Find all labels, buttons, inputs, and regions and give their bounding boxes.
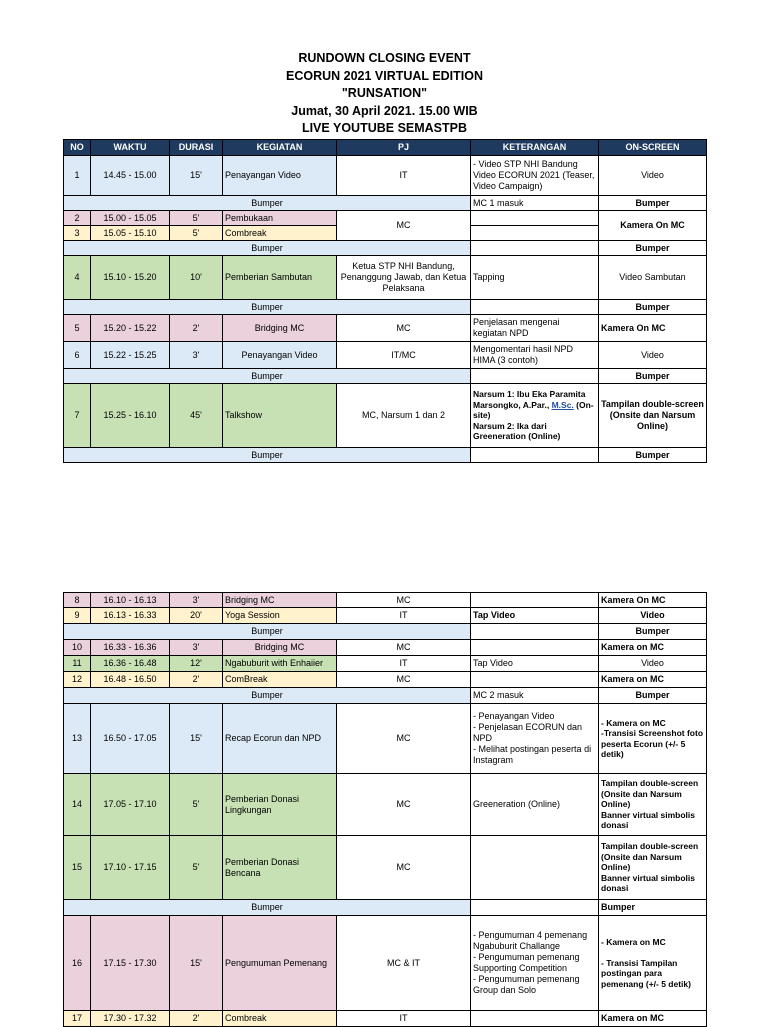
cell-no: 8 [64,593,91,608]
cell-onscreen: Video Sambutan [599,256,707,300]
cell-onscreen [599,774,707,836]
cell-durasi: 15' [170,916,223,1011]
cell-keterangan [471,300,599,315]
cell-onscreen: Video [599,342,707,369]
bumper-cell: Bumper [64,241,471,256]
cell-onscreen: Bumper [599,688,707,704]
bumper-row [64,688,707,704]
cell-onscreen: Kamera On MC [599,593,707,608]
cell-kegiatan: Bridging MC [223,593,337,608]
cell-no: 11 [64,656,91,672]
cell-kegiatan: Combreak [223,226,337,241]
cell-keterangan [471,226,599,241]
cell-waktu: 15.25 - 16.10 [91,384,170,448]
ket-line: - Penjelasan ECORUN dan NPD [473,722,583,743]
cell-waktu: 17.10 - 17.15 [91,836,170,900]
cell-onscreen: Kamera on MC [599,1011,707,1027]
cell-kegiatan: Pemberian Donasi Lingkungan [223,774,337,836]
table-row [64,608,707,624]
cell-keterangan [471,241,599,256]
cell-no: 15 [64,836,91,900]
cell-keterangan [471,384,599,448]
title-line-1: RUNDOWN CLOSING EVENT [298,51,471,65]
cell-keterangan [471,369,599,384]
cell-onscreen: Bumper [599,196,707,211]
cell-pj: MC [337,640,471,656]
table-row [64,656,707,672]
cell-onscreen: Bumper [599,448,707,463]
cell-no: 5 [64,315,91,342]
cell-kegiatan: Yoga Session [223,608,337,624]
cell-keterangan: - Video STP NHI Bandung Video ECORUN 2021 (Teaser, Video Campaign) [471,156,599,196]
cell-kegiatan: Penayangan Video [223,156,337,196]
cell-no: 16 [64,916,91,1011]
title-line-4: Jumat, 30 April 2021. 15.00 WIB [291,103,478,118]
header-pj: PJ [337,140,471,156]
header-waktu: WAKTU [91,140,170,156]
bumper-row [64,448,707,463]
bumper-cell: Bumper [64,900,471,916]
cell-durasi: 15' [170,704,223,774]
cell-no: 6 [64,342,91,369]
cell-no: 2 [64,211,91,226]
cell-no: 3 [64,226,91,241]
cell-kegiatan: Pemberian Donasi Bencana [223,836,337,900]
header-durasi: DURASI [170,140,223,156]
on-line: Tampilan double-screen (Onsite dan Narsum Online) [601,841,699,873]
cell-durasi: 12' [170,656,223,672]
title-line-5: LIVE YOUTUBE SEMASTPB [301,121,468,135]
cell-kegiatan: Ngabuburit with Enhaiier [223,656,337,672]
cell-keterangan: Tapping [471,256,599,300]
cell-waktu: 16.10 - 16.13 [91,593,170,608]
table-row [64,916,707,1011]
bumper-row [64,900,707,916]
cell-keterangan: Penjelasan mengenai kegiatan NPD [471,315,599,342]
bumper-cell: Bumper [64,624,471,640]
ket-line: - Melihat postingan peserta di Instagram [473,744,592,765]
cell-kegiatan: Bridging MC [223,640,337,656]
cell-pj: IT/MC [337,342,471,369]
cell-no: 1 [64,156,91,196]
cell-durasi: 2' [170,1011,223,1027]
cell-durasi: 15' [170,156,223,196]
ket-part: (On-site) [473,399,594,421]
cell-onscreen [599,916,707,1011]
cell-pj: IT [337,608,471,624]
header-onscreen: ON-SCREEN [599,140,707,156]
cell-waktu: 17.30 - 17.32 [91,1011,170,1027]
bumper-row [64,300,707,315]
bumper-cell: Bumper [64,196,471,211]
bumper-row [64,241,707,256]
table-row [64,256,707,300]
cell-pj: MC & IT [337,916,471,1011]
cell-durasi: 5' [170,211,223,226]
cell-onscreen: Kamera on MC [599,672,707,688]
cell-onscreen: Kamera On MC [599,211,707,241]
table-row [64,704,707,774]
cell-pj: MC [337,774,471,836]
cell-kegiatan: Pemberian Sambutan [223,256,337,300]
cell-kegiatan: Pembukaan [223,211,337,226]
cell-waktu: 16.13 - 16.33 [91,608,170,624]
cell-onscreen: Kamera On MC [599,315,707,342]
rundown-table-1 [63,139,707,463]
cell-waktu: 15.00 - 15.05 [91,211,170,226]
table-row [64,315,707,342]
cell-pj: MC [337,593,471,608]
cell-durasi: 3' [170,640,223,656]
title-line-3: "RUNSATION" [341,86,428,100]
cell-pj: MC, Narsum 1 dan 2 [337,384,471,448]
cell-pj: MC [337,315,471,342]
cell-waktu: 14.45 - 15.00 [91,156,170,196]
header-kegiatan: KEGIATAN [223,140,337,156]
table-row [64,836,707,900]
on-line: Banner virtual simbolis donasi [601,872,695,894]
cell-onscreen: Kamera on MC [599,640,707,656]
cell-keterangan [471,211,599,226]
cell-pj: IT [337,656,471,672]
bumper-row [64,369,707,384]
on-line: Banner virtual simbolis donasi [601,809,695,831]
bumper-cell: Bumper [64,369,471,384]
cell-keterangan: MC 2 masuk [471,688,599,704]
cell-onscreen [599,704,707,774]
cell-pj: MC [337,836,471,900]
cell-waktu: 16.50 - 17.05 [91,704,170,774]
rundown-title [63,50,706,138]
cell-onscreen [599,836,707,900]
cell-waktu: 15.10 - 15.20 [91,256,170,300]
cell-keterangan [471,593,599,608]
table-row [64,774,707,836]
cell-onscreen: Bumper [599,241,707,256]
cell-waktu: 15.05 - 15.10 [91,226,170,241]
cell-pj: IT [337,156,471,196]
cell-pj: IT [337,1011,471,1027]
cell-keterangan: Greeneration (Online) [471,774,599,836]
on-line: - Transisi Tampilan postingan para pemenang (+/- 5 detik) [601,957,691,989]
ket-line: - Pengumuman pemenang Supporting Competition [473,952,580,973]
cell-kegiatan: Talkshow [223,384,337,448]
cell-durasi: 5' [170,836,223,900]
table-row [64,593,707,608]
cell-no: 9 [64,608,91,624]
cell-onscreen: Bumper [599,900,707,916]
cell-pj: MC [337,672,471,688]
header-keterangan: KETERANGAN [471,140,599,156]
cell-waktu: 15.22 - 15.25 [91,342,170,369]
bumper-cell: Bumper [64,300,471,315]
cell-durasi: 2' [170,672,223,688]
cell-no: 10 [64,640,91,656]
cell-keterangan [471,836,599,900]
cell-no: 12 [64,672,91,688]
cell-durasi: 10' [170,256,223,300]
cell-keterangan [471,624,599,640]
bumper-cell: Bumper [64,688,471,704]
on-line: -Transisi Screenshot foto peserta Ecorun (+/- 5 detik) [601,728,704,759]
cell-durasi: 5' [170,226,223,241]
cell-kegiatan: ComBreak [223,672,337,688]
table-row [64,211,707,226]
table-row [64,1011,707,1027]
msc-link[interactable]: M.Sc. [551,399,574,410]
table-row [64,156,707,196]
cell-pj: MC [337,704,471,774]
cell-pj: Ketua STP NHI Bandung, Penanggung Jawab, dan Ketua Pelaksana [337,256,471,300]
bumper-row [64,624,707,640]
cell-durasi: 3' [170,342,223,369]
cell-keterangan [471,1011,599,1027]
cell-kegiatan: Bridging MC [223,315,337,342]
cell-no: 13 [64,704,91,774]
cell-keterangan: Tap Video [471,656,599,672]
cell-durasi: 5' [170,774,223,836]
cell-onscreen: Video [599,656,707,672]
table-row [64,640,707,656]
cell-keterangan: Tap Video [471,608,599,624]
cell-no: 17 [64,1011,91,1027]
header-no: NO [64,140,91,156]
cell-waktu: 16.33 - 16.36 [91,640,170,656]
cell-keterangan [471,900,599,916]
cell-pj: MC [337,211,471,241]
cell-kegiatan: Penayangan Video [223,342,337,369]
cell-waktu: 16.36 - 16.48 [91,656,170,672]
cell-waktu: 17.15 - 17.30 [91,916,170,1011]
on-line: - Kamera on MC [601,717,666,728]
cell-no: 4 [64,256,91,300]
bumper-cell: Bumper [64,448,471,463]
table-row [64,672,707,688]
ket-part: Narsum 2: Ika dari Greeneration (Online) [473,420,561,442]
on-line: Tampilan double-screen (Onsite dan Narsum Online) [601,778,699,810]
title-line-2: ECORUN 2021 VIRTUAL EDITION [285,68,484,83]
cell-onscreen: Video [599,608,707,624]
cell-onscreen: Tampilan double-screen (Onsite dan Narsum Online) [599,384,707,448]
cell-no: 7 [64,384,91,448]
cell-keterangan [471,448,599,463]
cell-waktu: 17.05 - 17.10 [91,774,170,836]
ket-line: - Penayangan Video [473,711,555,721]
ket-part: Narsum 1: Ibu Eka Paramita Marsongko, A.Par., [473,389,586,410]
cell-kegiatan: Combreak [223,1011,337,1027]
ket-line: - Pengumuman pemenang Group dan Solo [473,974,580,995]
cell-waktu: 15.20 - 15.22 [91,315,170,342]
cell-kegiatan: Pengumuman Pemenang [223,916,337,1011]
cell-onscreen: Bumper [599,300,707,315]
bumper-row [64,196,707,211]
table-header-row [64,140,707,156]
cell-keterangan [471,640,599,656]
cell-durasi: 45' [170,384,223,448]
table-row [64,342,707,369]
rundown-table-2 [63,592,707,1027]
cell-keterangan: Mengomentari hasil NPD HIMA (3 contoh) [471,342,599,369]
cell-onscreen: Bumper [599,624,707,640]
on-line: - Kamera on MC [601,937,666,947]
cell-onscreen: Bumper [599,369,707,384]
cell-waktu: 16.48 - 16.50 [91,672,170,688]
cell-durasi: 20' [170,608,223,624]
cell-keterangan [471,916,599,1011]
cell-onscreen: Video [599,156,707,196]
table-row [64,384,707,448]
cell-kegiatan: Recap Ecorun dan NPD [223,704,337,774]
cell-keterangan [471,672,599,688]
cell-no: 14 [64,774,91,836]
ket-line: - Pengumuman 4 pemenang Ngabuburit Challange [473,930,588,951]
cell-keterangan [471,704,599,774]
cell-keterangan: MC 1 masuk [471,196,599,211]
cell-durasi: 2' [170,315,223,342]
cell-durasi: 3' [170,593,223,608]
